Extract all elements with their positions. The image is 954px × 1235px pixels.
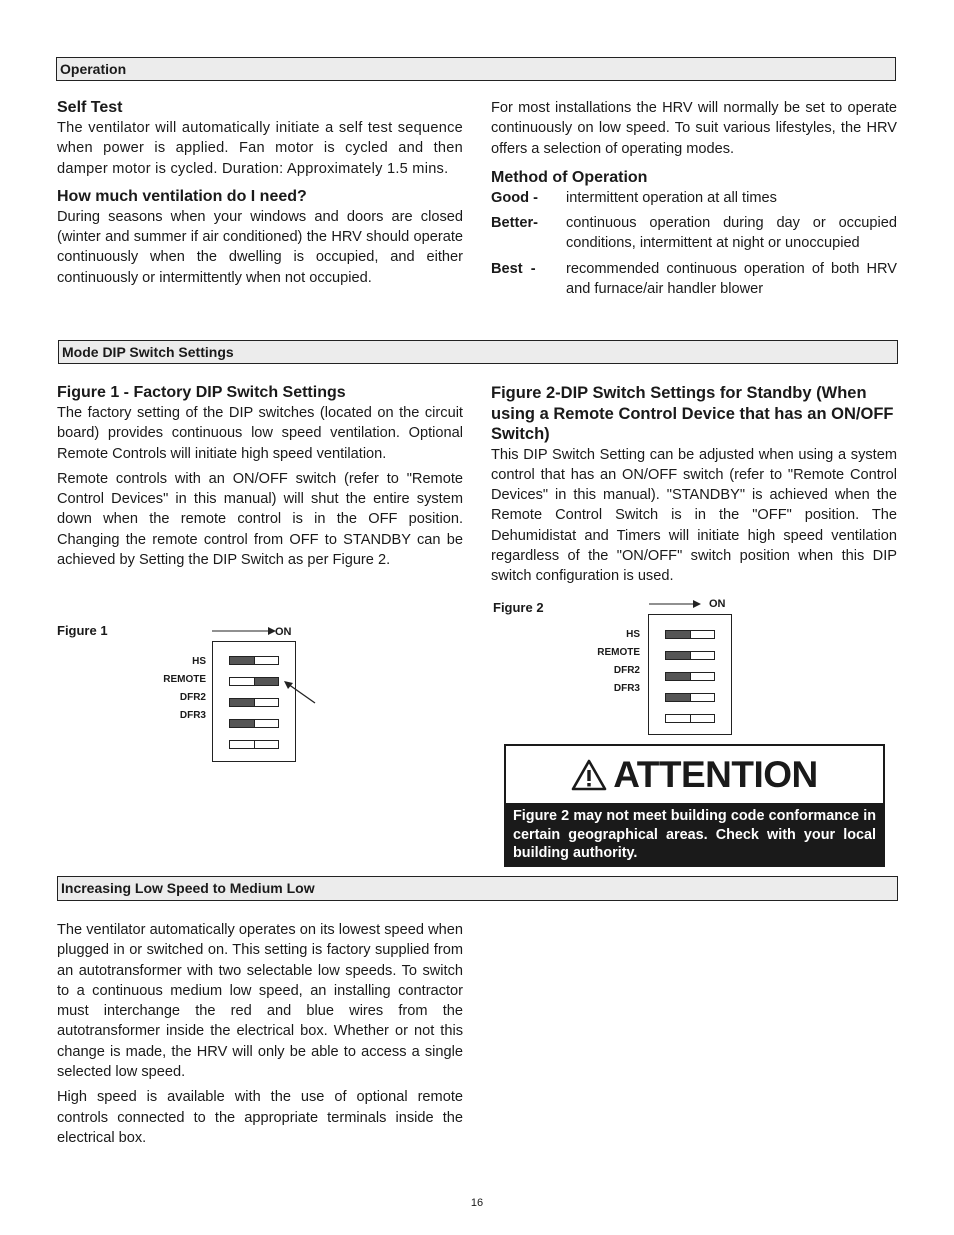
installations-body: For most installations the HRV will normally be set to operate continuously on low speed. To suit various lifestyles, the HRV offers a selection of operating modes. <box>491 100 897 157</box>
self-test-body: The ventilator will automatically initiate a self test sequence when power is applied. Fan motor is cycled and then damper motor is cycled. Duration: Approximately 1.5 mins. <box>57 120 463 177</box>
method-item-better <box>491 213 897 254</box>
increasing-paragraph-1: The ventilator automatically operates on its lowest speed when plugged in or switched on. This setting is factory supplied from an autotransformer with two selectable low speeds. To switch to a continuous medium low speed, an installing contractor must interchange the red and blue wires from the autotransformer inside the electrical box. Whether or not this change is made, the HRV will only be able to access a single selected low speed. <box>57 922 463 1081</box>
right-column-operation <box>491 98 897 304</box>
method-term: Better- <box>491 215 539 232</box>
figure1-text-column <box>57 383 463 574</box>
figure2-label-dfr2: DFR2 <box>613 665 640 676</box>
figure1-heading: Figure 1 - Factory DIP Switch Settings <box>57 384 346 401</box>
figure2-label-dfr3: DFR3 <box>613 683 640 694</box>
method-term: Best - <box>491 260 536 277</box>
figure2-label-remote: REMOTE <box>597 647 640 658</box>
figure2-on-label: ON <box>709 598 726 610</box>
increasing-text-column <box>57 920 463 1152</box>
figure1-on-arrow-icon <box>212 623 276 635</box>
figure2-body: This DIP Switch Setting can be adjusted when using a system control that has an ON/OFF switch (refer to "Remote Control Devices" in this manual). "STANDBY" is achieved when the Remote Control Switch is in the "OFF" position. The Dehumidistat and Timers will initiate high speed ventilation regardless of the "ON/OFF" switch position when this DIP switch configuration is used. <box>491 446 897 585</box>
method-desc: recommended continuous operation of both HRV and furnace/air handler blower <box>566 260 897 298</box>
increasing-paragraph-2: High speed is available with the use of optional remote controls connected to the appropriate terminals inside the electrical box. <box>57 1089 463 1146</box>
section-header-increasing: Increasing Low Speed to Medium Low <box>57 876 898 901</box>
method-desc: intermittent operation at all times <box>566 189 777 206</box>
figure2-switch-remote <box>665 651 715 660</box>
figure2-switch-dfr2 <box>665 672 715 681</box>
figure2-label: Figure 2 <box>493 600 544 615</box>
left-column-operation <box>57 98 463 292</box>
page-number: 16 <box>470 1197 484 1209</box>
method-heading: Method of Operation <box>491 168 648 186</box>
figure1-switch-dfr2 <box>229 698 279 707</box>
figure1-paragraph-1: The factory setting of the DIP switches (located on the circuit board) provides continuous low speed ventilation. Optional Remote Controls will initiate high speed ventilation. <box>57 405 463 462</box>
warning-triangle-icon <box>571 759 607 791</box>
method-term: Good - <box>491 189 539 206</box>
method-item-best <box>491 259 897 300</box>
section-header-mode-dip: Mode DIP Switch Settings <box>58 340 898 364</box>
attention-message: Figure 2 may not meet building code conformance in certain geographical areas. Check with your local building authority. <box>506 803 883 865</box>
figure1-pointer-arrow-icon <box>282 680 318 706</box>
method-desc: continuous operation during day or occupied conditions, intermittent at night or unoccupied <box>566 215 897 252</box>
attention-title: ATTENTION <box>613 754 818 795</box>
ventilation-heading: How much ventilation do I need? <box>57 187 307 205</box>
figure2-heading: Figure 2-DIP Switch Settings for Standby (When using a Remote Control Device that has an ON/OFF Switch) <box>491 384 894 443</box>
ventilation-body: During seasons when your windows and doors are closed (winter and summer if air conditioned) the HRV should operate continuously when the dwelling is occupied, and either continuously or intermittently when not occupied. <box>57 208 463 286</box>
figure2-switch-dfr3 <box>665 693 715 702</box>
figure2-dip-box <box>648 614 732 735</box>
attention-header <box>506 746 883 804</box>
figure2-label-hs: HS <box>626 629 640 640</box>
figure2-on-arrow-icon <box>649 597 701 609</box>
figure1-on-label: ON <box>275 626 292 638</box>
figure1-switch-remote <box>229 677 279 686</box>
figure1-switch-dfr3 <box>229 719 279 728</box>
figure1-label-remote: REMOTE <box>163 674 206 685</box>
figure1-label-dfr2: DFR2 <box>179 692 206 703</box>
figure1-switch-hs <box>229 656 279 665</box>
section-header-operation: Operation <box>56 57 896 81</box>
attention-box <box>504 744 885 867</box>
figure1-paragraph-2: Remote controls with an ON/OFF switch (refer to "Remote Control Devices" in this manual) will shut the entire system down when the remote control is in the OFF position. Changing the remote control from OFF to STANDBY can be achieved by Setting the DIP Switch as per Figure 2. <box>57 470 463 569</box>
figure2-switch-hs <box>665 630 715 639</box>
figure2-text-column <box>491 383 897 591</box>
method-item-good <box>491 188 897 208</box>
figure1-label-hs: HS <box>192 656 206 667</box>
figure1-switch-spare <box>229 740 279 749</box>
figure1-label-dfr3: DFR3 <box>179 710 206 721</box>
self-test-heading: Self Test <box>57 99 123 116</box>
figure2-switch-spare <box>665 714 715 723</box>
figure1-label: Figure 1 <box>57 623 108 638</box>
